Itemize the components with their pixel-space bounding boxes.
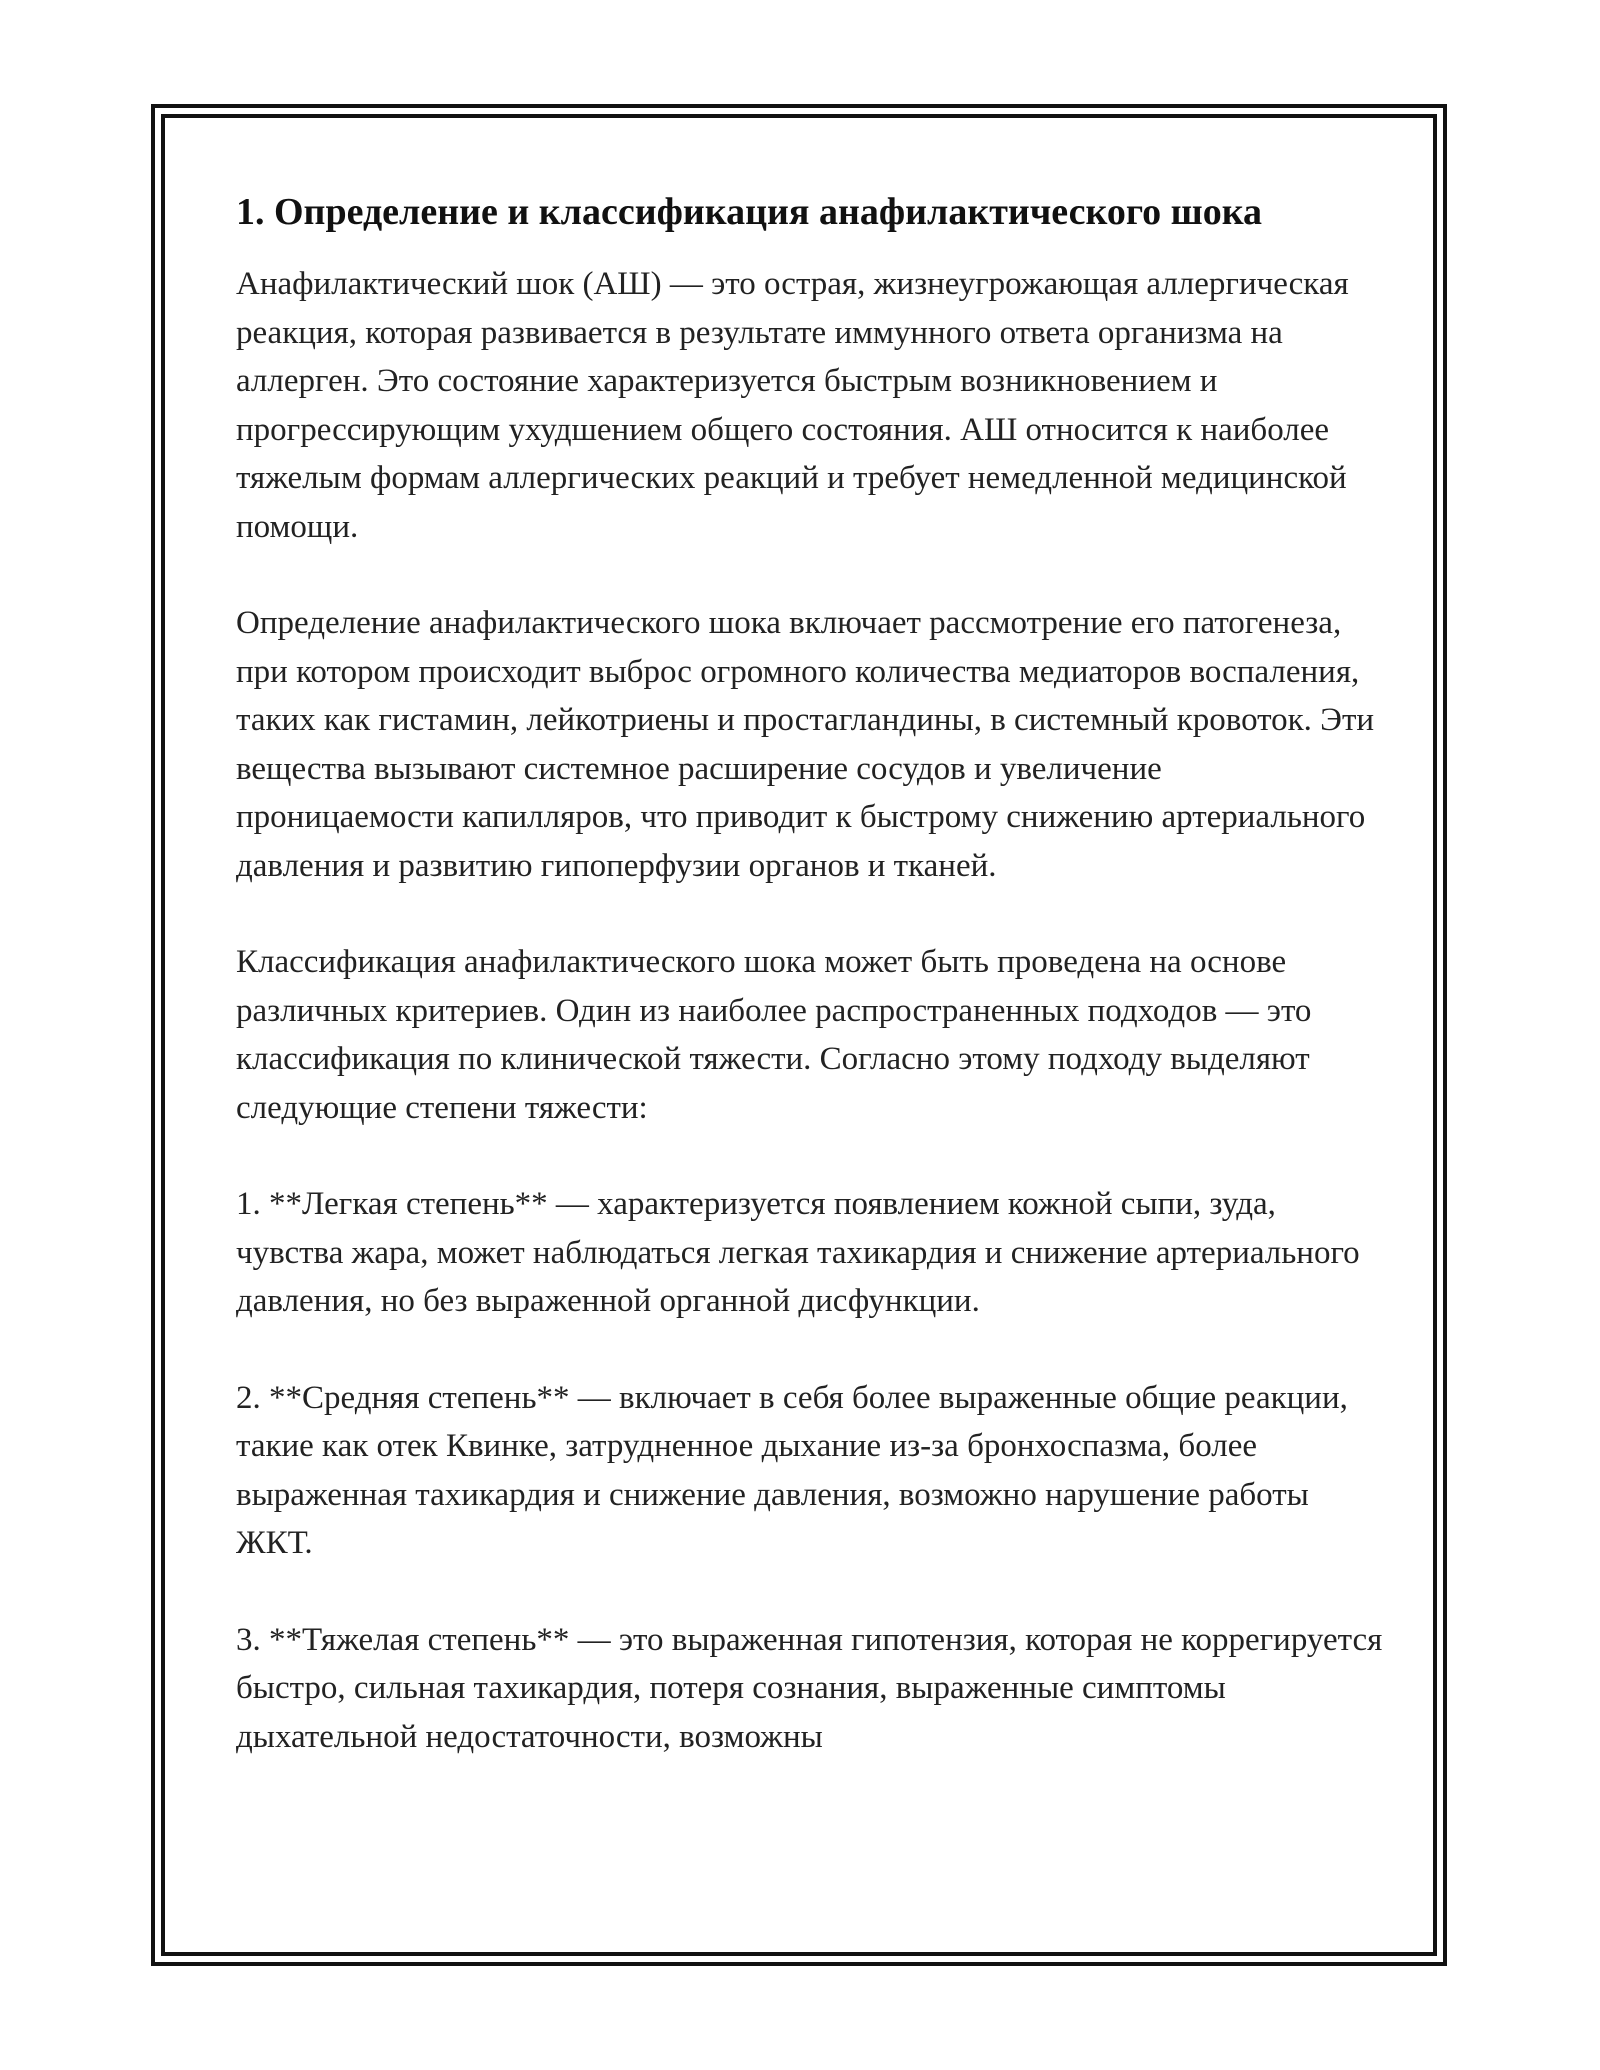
document-body	[236, 185, 1386, 1809]
paragraph-classification: Классификация анафилактического шока может быть проведена на основе различных критериев. Один из наиболее распространенных подходов — это классификация по клинической тяжести. Согласно этому подходу выделяют следующие степени тяжести:	[236, 944, 1312, 1126]
list-item-severe: 3. **Тяжелая степень** — это выраженная гипотензия, которая не коррегируется быстро, сильная тахикардия, потеря сознания, выраженные симптомы дыхательной недостаточности, возможны	[236, 1621, 1383, 1755]
list-item-mild: 1. **Легкая степень** — характеризуется появлением кожной сыпи, зуда, чувства жара, может наблюдаться легкая тахикардия и снижение артериального давления, но без выраженной органной дисфункции.	[236, 1186, 1360, 1319]
section-heading: 1. Определение и классификация анафилактического шока	[236, 191, 1263, 233]
paragraph-pathogenesis: Определение анафилактического шока включает рассмотрение его патогенеза, при котором происходит выброс огромного количества медиаторов воспаления, таких как гистамин, лейкотриены и простагландины, в системный кровоток. Эти вещества вызывают системное расширение сосудов и увеличение проницаемости капилляров, что приводит к быстрому снижению артериального давления и развитию гипоперфузии органов и тканей.	[236, 605, 1375, 884]
paragraph-definition: Анафилактический шок (АШ) — это острая, жизнеугрожающая аллергическая реакция, которая развивается в результате иммунного ответа организма на аллерген. Это состояние характеризуется быстрым возникновением и прогрессирующим ухудшением общего состояния. АШ относится к наиболее тяжелым формам аллергических реакций и требует немедленной медицинской помощи.	[236, 266, 1349, 545]
list-item-moderate: 2. **Средняя степень** — включает в себя более выраженные общие реакции, такие как отек Квинке, затрудненное дыхание из-за бронхоспазма, более выраженная тахикардия и снижение давления, возможно нарушение работы ЖКТ.	[236, 1379, 1348, 1561]
